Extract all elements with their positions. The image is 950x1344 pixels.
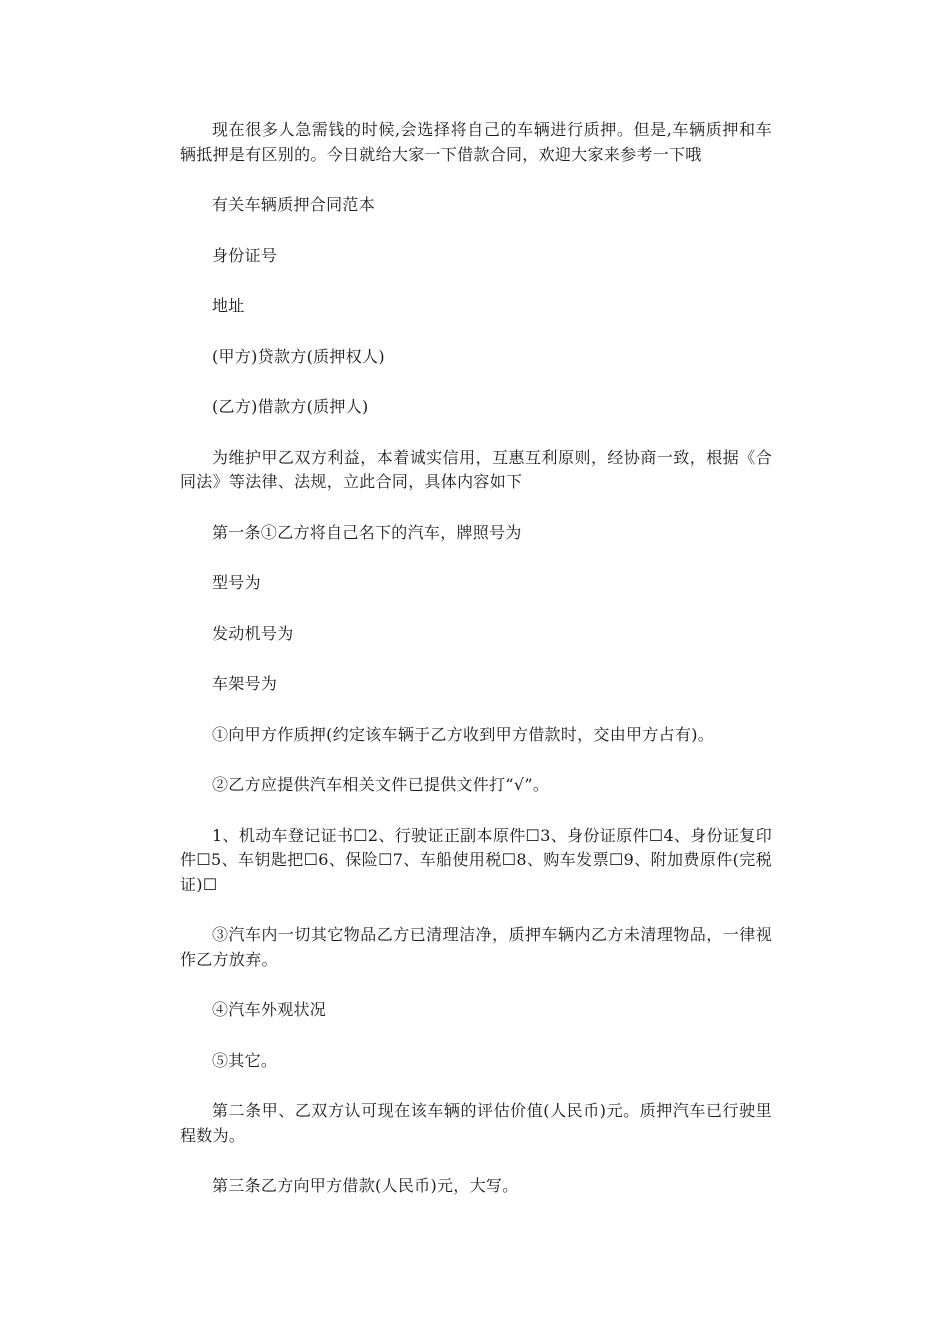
model-line: 型号为 [212, 573, 261, 592]
intro-paragraph: 现在很多人急需钱的时候,会选择将自己的车辆进行质押。但是,车辆质押和车辆抵押是有区别的。今日就给大家一下借款合同，欢迎大家来参考一下哦 [180, 120, 772, 164]
document-body [180, 118, 772, 1225]
clause-3-items: ③汽车内一切其它物品乙方已清理洁净，质押车辆内乙方未清理物品，一律视作乙方放弃。 [180, 925, 772, 969]
clause-4-appearance: ④汽车外观状况 [212, 1000, 327, 1019]
party-a-line: (甲方)贷款方(质押权人) [212, 346, 385, 366]
article-2-valuation: 第二条甲、乙双方认可现在该车辆的评估价值(人民币)元。质押汽车已行驶里程数为。 [180, 1101, 772, 1145]
contract-title: 有关车辆质押合同范本 [212, 195, 376, 214]
clause-5-other: ⑤其它。 [212, 1050, 278, 1070]
clause-2-documents: ②乙方应提供汽车相关文件已提供文件打“√”。 [212, 775, 550, 794]
frame-number-line: 车架号为 [212, 674, 278, 693]
engine-number-line: 发动机号为 [212, 623, 294, 643]
id-number-line: 身份证号 [212, 245, 278, 265]
address-line: 地址 [212, 296, 245, 315]
preamble-paragraph: 为维护甲乙双方利益，本着诚实信用，互惠互利原则，经协商一致，根据《合同法》等法律、法规，立此合同，具体内容如下 [180, 447, 772, 491]
party-b-line: (乙方)借款方(质押人) [212, 397, 369, 416]
article-3-loan: 第三条乙方向甲方借款(人民币)元，大写。 [212, 1176, 519, 1195]
clause-1-pledge: ①向甲方作质押(约定该车辆于乙方收到甲方借款时，交由甲方占有)。 [212, 724, 715, 744]
document-checklist: 1、机动车登记证书☐2、行驶证正副本原件☐3、身份证原件☐4、身份证复印件☐5、车钥匙把☐6、保险☐7、车船使用税☐8、购车发票☐9、附加费原件(完税证)☐ [180, 825, 772, 894]
article-1-plate: 第一条①乙方将自己名下的汽车，牌照号为 [212, 522, 522, 542]
